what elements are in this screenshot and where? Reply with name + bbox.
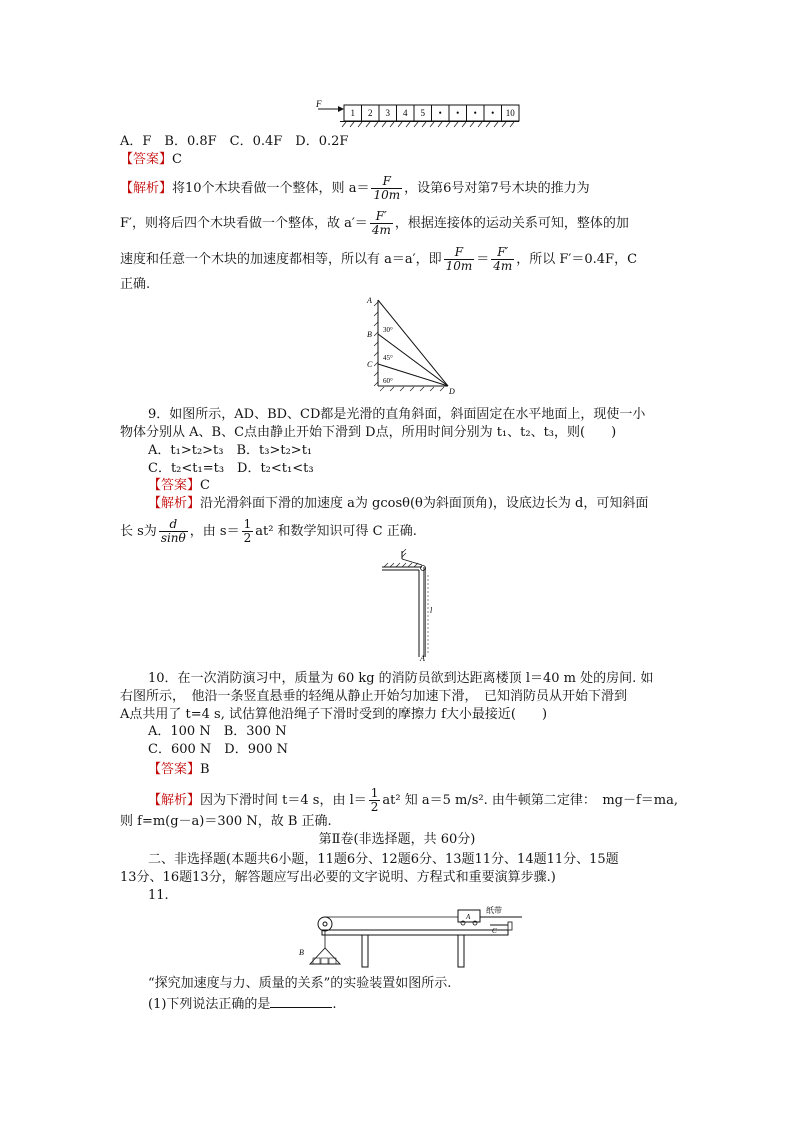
fraction: $\frac{1}{2}$ bbox=[243, 517, 252, 545]
q10-analysis-line1: 【解析】因为下滑时间 t＝4 s，由 l＝ $\frac{1}{2}$ at² 知 a＝5 m/s². 由牛顿第二定律： mg－f＝ma, bbox=[148, 786, 679, 814]
answer-tag: 【答案】 bbox=[148, 478, 201, 493]
length-l-label: l bbox=[430, 606, 433, 615]
q8-analysis-line4: 正确. bbox=[120, 277, 151, 292]
analysis-tag: 【解析】 bbox=[120, 181, 173, 196]
analysis-text: 速度和任意一个木块的加速度都相等，所以有 a＝a′，即 bbox=[120, 252, 442, 267]
block-label: • bbox=[491, 108, 495, 118]
q10-stem-line2: 右图所示， 他沿一条竖直悬垂的轻绳从静止开始匀加速下滑， 已知消防员从开始下滑到 bbox=[120, 689, 628, 704]
q8-analysis-line2 bbox=[120, 210, 629, 237]
q9-answer bbox=[148, 477, 210, 495]
q9-stem-line1: 9．如图所示，AD、BD、CD都是光滑的直角斜面，斜面固定在水平地面上，现使一小 bbox=[148, 407, 646, 422]
block-label: 2 bbox=[368, 108, 373, 118]
block-label: • bbox=[438, 108, 442, 118]
point-d-label: D bbox=[449, 387, 455, 396]
q8-analysis-line1 bbox=[120, 175, 590, 202]
q10-analysis-line2: 则 f=m(g－a)＝300 N，故 B 正确. bbox=[120, 814, 332, 829]
tape-label: 纸带 bbox=[486, 906, 502, 915]
q10-stem-line3: A点共用了 t=4 s, 试估算他沿绳子下滑时受到的摩擦力 f大小最接近( ) bbox=[120, 707, 548, 722]
answer-value: C bbox=[200, 478, 210, 493]
answer-value: C bbox=[172, 152, 182, 167]
q8-answer bbox=[120, 151, 182, 169]
point-c-label: C bbox=[367, 360, 373, 369]
q9-options-1: A．t₁>t₂>t₃ B．t₃>t₂>t₁ bbox=[148, 443, 313, 458]
analysis-tag: 【解析】 bbox=[148, 496, 201, 511]
block-label: 4 bbox=[403, 108, 408, 118]
q11-number: 11. bbox=[148, 888, 169, 903]
block-label: 10 bbox=[505, 108, 515, 118]
q10-options-1: A．100 N B．300 N bbox=[148, 724, 287, 739]
fraction: $\frac{F}{10m}$ bbox=[373, 174, 401, 202]
fraction: $\frac{d}{\sin\theta}$ bbox=[160, 517, 186, 545]
angle-30-label: 30° bbox=[383, 326, 393, 334]
q9-analysis-line1 bbox=[148, 495, 648, 513]
analysis-text: ，根据连接体的运动关系可知，整体的加 bbox=[394, 216, 629, 231]
answer-tag: 【答案】 bbox=[148, 762, 201, 777]
analysis-text: ，所以 F′＝0.4F，C bbox=[516, 252, 638, 267]
fraction: $\frac{F'}{4m}$ bbox=[371, 209, 391, 237]
q9-analysis-line2: 长 s为 $\frac{d}{\sin\theta}$ ，由 s＝ $\frac{1}{2}$ at² 和数学知识可得 C 正确. bbox=[120, 517, 417, 545]
block-label: • bbox=[456, 108, 460, 118]
block-label: 3 bbox=[385, 108, 390, 118]
block-label: • bbox=[473, 108, 477, 118]
incline-figure bbox=[362, 294, 462, 396]
q11-description: “探究加速度与力、质量的关系”的实验装置如图所示. bbox=[148, 976, 452, 991]
point-b-label: B bbox=[367, 330, 372, 339]
timer-c-label: C bbox=[492, 927, 497, 935]
q8-options: A．F B．0.8F C．0.4F D．0.2F bbox=[120, 134, 349, 149]
section-intro-line1: 二、非选择题(本题共6小题，11题6分、12题6分、13题11分、14题11分、15题 bbox=[148, 852, 619, 867]
analysis-text: 将10个木块看做一个整体，则 a＝ bbox=[172, 181, 370, 196]
angle-60-label: 60° bbox=[383, 377, 393, 385]
point-a-label: A bbox=[420, 654, 425, 663]
q10-options-2: C．600 N D．900 N bbox=[148, 742, 289, 757]
q11-part1: (1)下列说法正确的是 . bbox=[148, 997, 337, 1012]
rope-figure bbox=[376, 549, 446, 664]
answer-tag: 【答案】 bbox=[120, 152, 173, 167]
block-label: 1 bbox=[350, 108, 355, 118]
q8-analysis-line3: 速度和任意一个木块的加速度都相等，所以有 a＝a′，即 $\frac{F}{10m}$ ＝ $\frac{F'}{4m}$ ，所以 F′＝0.4F，C bbox=[120, 245, 638, 273]
analysis-text: 沿光滑斜面下滑的加速度 a为 gcosθ(θ为斜面顶角)，设底边长为 d，可知斜面 bbox=[200, 496, 649, 511]
force-label: F bbox=[316, 100, 322, 109]
angle-45-label: 45° bbox=[383, 354, 393, 362]
fraction: $\frac{F}{10m}$ bbox=[445, 245, 473, 273]
q10-answer bbox=[148, 761, 210, 779]
block-label: 5 bbox=[420, 108, 425, 118]
point-a-label: A bbox=[367, 296, 372, 305]
q9-stem-line2: 物体分别从 A、B、C点由静止开始下滑到 D点，所用时间分别为 t₁、t₂、t₃，则( ) bbox=[120, 425, 617, 440]
section-intro-line2: 13分、16题13分，解答题应写出必要的文字说明、方程式和重要演算步骤.) bbox=[120, 870, 556, 885]
weight-b-label: B bbox=[299, 948, 304, 957]
q10-stem-line1: 10．在一次消防演习中，质量为 60 kg 的消防员欲到达距离楼顶 l＝40 m 处的房间. 如 bbox=[148, 671, 654, 686]
analysis-tag: 【解析】 bbox=[148, 793, 201, 808]
cart-a-label: A bbox=[466, 913, 471, 921]
lab-apparatus-figure bbox=[290, 900, 530, 972]
fraction: $\frac{F'}{4m}$ bbox=[493, 245, 513, 273]
q9-options-2: C．t₂<t₁=t₃ D．t₂<t₁<t₃ bbox=[148, 461, 314, 476]
analysis-text: F′，则将后四个木块看做一个整体，故 a′＝ bbox=[120, 216, 368, 231]
answer-blank[interactable] bbox=[270, 995, 332, 1008]
answer-value: B bbox=[200, 762, 210, 777]
blocks-figure bbox=[310, 100, 520, 132]
section-title: 第Ⅱ卷(非选择题，共 60分) bbox=[318, 832, 476, 847]
analysis-text: ，设第6号对第7号木块的推力为 bbox=[404, 181, 590, 196]
fraction: $\frac{1}{2}$ bbox=[370, 786, 379, 814]
